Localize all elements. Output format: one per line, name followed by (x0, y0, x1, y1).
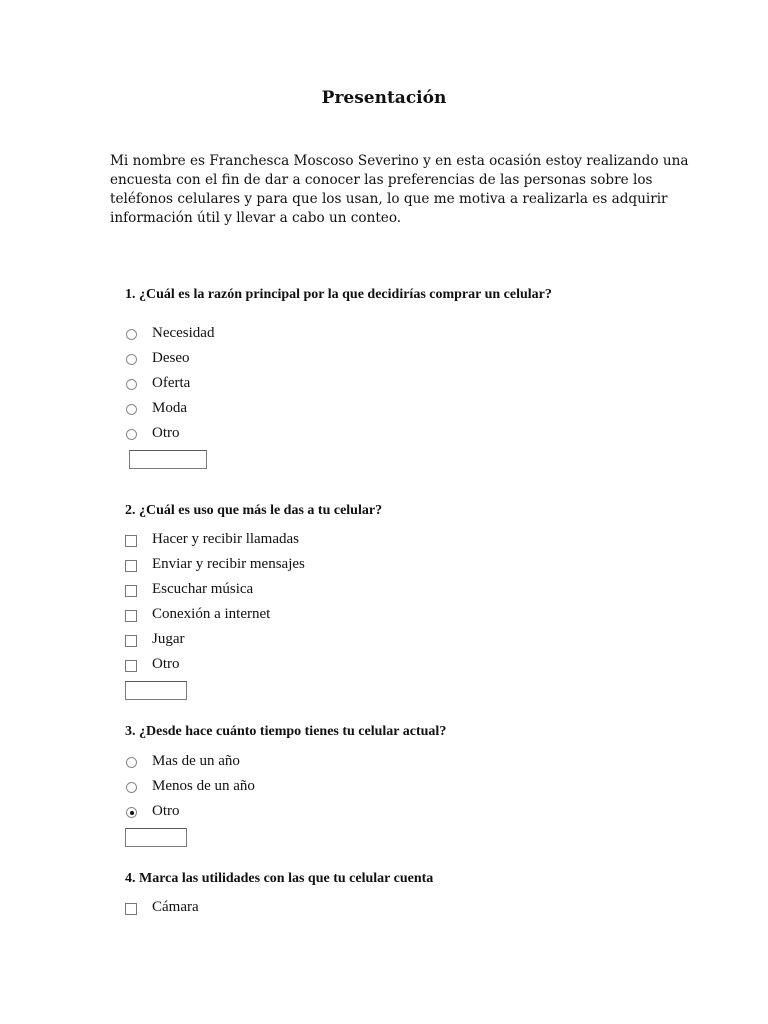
option-label: Otro (152, 803, 180, 819)
q3-other-input[interactable] (125, 828, 187, 847)
radio-button[interactable] (126, 757, 137, 768)
option-label: Necesidad (152, 325, 215, 341)
q1-other-input[interactable] (129, 450, 207, 469)
option-label: Otro (152, 425, 180, 441)
intro-line: información útil y llevar a cabo un conteo. (110, 210, 402, 226)
q2-other-input[interactable] (125, 681, 187, 700)
checkbox[interactable] (125, 535, 137, 547)
option-label: Otro (152, 656, 180, 672)
option-label: Cámara (152, 899, 199, 915)
intro-line: teléfonos celulares y para que los usan, lo que me motiva a realizarla es adquirir (110, 191, 668, 207)
option-label: Conexión a internet (152, 606, 271, 622)
radio-button[interactable] (126, 329, 137, 340)
radio-button[interactable] (126, 782, 137, 793)
radio-button[interactable] (126, 429, 137, 440)
intro-line: Mi nombre es Franchesca Moscoso Severino y en esta ocasión estoy realizando una (110, 153, 689, 169)
radio-button[interactable] (126, 354, 137, 365)
checkbox[interactable] (125, 903, 137, 915)
checkbox[interactable] (125, 635, 137, 647)
checkbox[interactable] (125, 560, 137, 572)
radio-button[interactable] (126, 379, 137, 390)
question-2-title: 2. ¿Cuál es uso que más le das a tu celular? (125, 503, 383, 518)
checkbox[interactable] (125, 610, 137, 622)
option-label: Oferta (152, 375, 191, 391)
page-title: Presentación (321, 88, 447, 108)
checkbox[interactable] (125, 585, 137, 597)
option-label: Hacer y recibir llamadas (152, 531, 300, 547)
question-3-title: 3. ¿Desde hace cuánto tiempo tienes tu celular actual? (125, 724, 447, 739)
option-label: Deseo (152, 350, 190, 366)
checkbox[interactable] (125, 660, 137, 672)
radio-button[interactable] (126, 404, 137, 415)
question-1-title: 1. ¿Cuál es la razón principal por la que decidirías comprar un celular? (125, 287, 552, 302)
option-label: Enviar y recibir mensajes (152, 556, 305, 572)
question-4-title: 4. Marca las utilidades con las que tu celular cuenta (125, 871, 434, 886)
option-label: Jugar (152, 631, 185, 647)
option-label: Mas de un año (152, 753, 240, 769)
option-label: Menos de un año (152, 778, 255, 794)
radio-button-selected[interactable] (126, 807, 137, 818)
option-label: Escuchar música (152, 581, 254, 597)
intro-paragraph (110, 152, 689, 228)
option-label: Moda (152, 400, 187, 416)
intro-line: encuesta con el fin de dar a conocer las preferencias de las personas sobre los (110, 172, 653, 188)
